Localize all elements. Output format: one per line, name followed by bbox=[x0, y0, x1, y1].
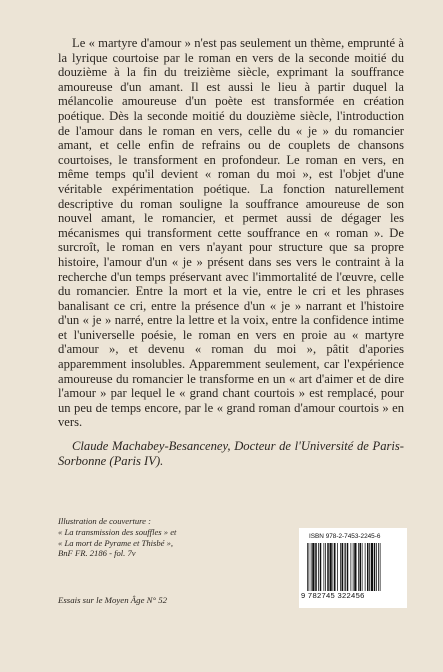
credit-line: « La mort de Pyrame et Thisbé », bbox=[58, 537, 174, 548]
barcode-bar bbox=[318, 543, 319, 591]
barcode-bar bbox=[367, 543, 369, 591]
barcode-number: 9 782745 322456 bbox=[301, 591, 365, 600]
barcode-bar bbox=[312, 543, 314, 591]
barcode-bar bbox=[358, 543, 359, 591]
barcode-bar bbox=[334, 543, 336, 591]
barcode-bar bbox=[374, 543, 376, 591]
barcode-bar bbox=[354, 543, 356, 591]
barcode-bar bbox=[353, 543, 354, 591]
barcode-box bbox=[299, 528, 407, 608]
barcode-bar bbox=[371, 543, 373, 591]
barcode-bar bbox=[362, 543, 363, 591]
barcode-bar bbox=[327, 543, 329, 591]
barcode-bar bbox=[378, 543, 379, 591]
barcode-bar bbox=[307, 543, 308, 591]
barcode-bar bbox=[337, 543, 338, 591]
barcode-bar bbox=[369, 543, 370, 591]
author-signature: Claude Machabey-Besanceney, Docteur de l'Université de Paris-Sorbonne (Paris IV). bbox=[58, 439, 404, 468]
barcode-bar bbox=[315, 543, 317, 591]
barcode-bar bbox=[309, 543, 310, 591]
barcode-icon bbox=[305, 543, 401, 591]
barcode-bar bbox=[360, 543, 362, 591]
barcode-bar bbox=[320, 543, 322, 591]
credit-line: « La transmission des souffles » et bbox=[58, 526, 177, 537]
barcode-bar bbox=[351, 543, 352, 591]
barcode-bar bbox=[333, 543, 334, 591]
cover-illustration-credit bbox=[58, 516, 258, 559]
barcode-bar bbox=[347, 543, 349, 591]
barcode-bar bbox=[380, 543, 381, 591]
barcode-bar bbox=[340, 543, 341, 591]
barcode-bar bbox=[325, 543, 326, 591]
barcode-bar bbox=[365, 543, 366, 591]
credit-line: BnF FR. 2186 - fol. 7v bbox=[58, 548, 136, 559]
barcode-bar bbox=[342, 543, 344, 591]
barcode-bar bbox=[324, 543, 325, 591]
barcode-bar bbox=[376, 543, 377, 591]
series-label: Essais sur le Moyen Âge N° 52 bbox=[58, 595, 168, 605]
isbn-label: ISBN 978-2-7453-2245-6 bbox=[309, 533, 381, 540]
summary-paragraph: Le « martyre d'amour » n'est pas seulement un thème, emprunté à la lyrique courtoise par le roman en vers de la seconde moitié du douzième à la fin du treizième siècle, exprimant la souffrance amoureuse d'un amant. Il est aussi le lieu à partir duquel la mélancolie amoureuse d'un poète est transformée en création poétique. Dès la seconde moitié du douzième siècle, l'introduction de l'amour dans le roman en vers, celle du « je » du romancier amant, et celle enfin de refrains ou de couplets de chansons courtoises, le transforment en profondeur. Le roman en vers, en même temps qu'il devient « roman du moi », est l'objet d'une véritable expérimentation poétique. La fonction naturellement descriptive du roman souligne la souffrance amoureuse de son nouvel amant, le romancier, et permet aussi de dégager les mécanismes qui transforment cette souffrance en « roman ». De surcroît, le roman en vers n'ayant pour structure que sa propre histoire, l'amour d'un « je » présent dans ses vers le contraint à la recherche d'un temps préservant avec l'immortalité de l'œuvre, celle du romancier. Entre la mort et la vie, entre le cri et les phrases banalisant ce cri, entre la présence d'un « je » narrant et l'histoire d'un « je » narré, entre la lettre et la voix, entre la confidence intime et l'universelle poésie, le roman en vers en proie au « martyre d'amour », et devenu « roman du moi », pâtit d'apories apparemment insolubles. Apparemment seulement, car l'expérience amoureuse du romancier le transforme en un « art d'aimer et de dire l'amour » par lequel le « grand chant courtois » est remplacé, pour un peu de temps encore, par le « grand roman d'amour courtois » en vers. bbox=[58, 36, 404, 430]
barcode-bar bbox=[344, 543, 345, 591]
barcode-bar bbox=[330, 543, 332, 591]
barcode-bar bbox=[311, 543, 312, 591]
barcode-bar bbox=[345, 543, 346, 591]
credit-line: Illustration de couverture : bbox=[58, 516, 151, 526]
